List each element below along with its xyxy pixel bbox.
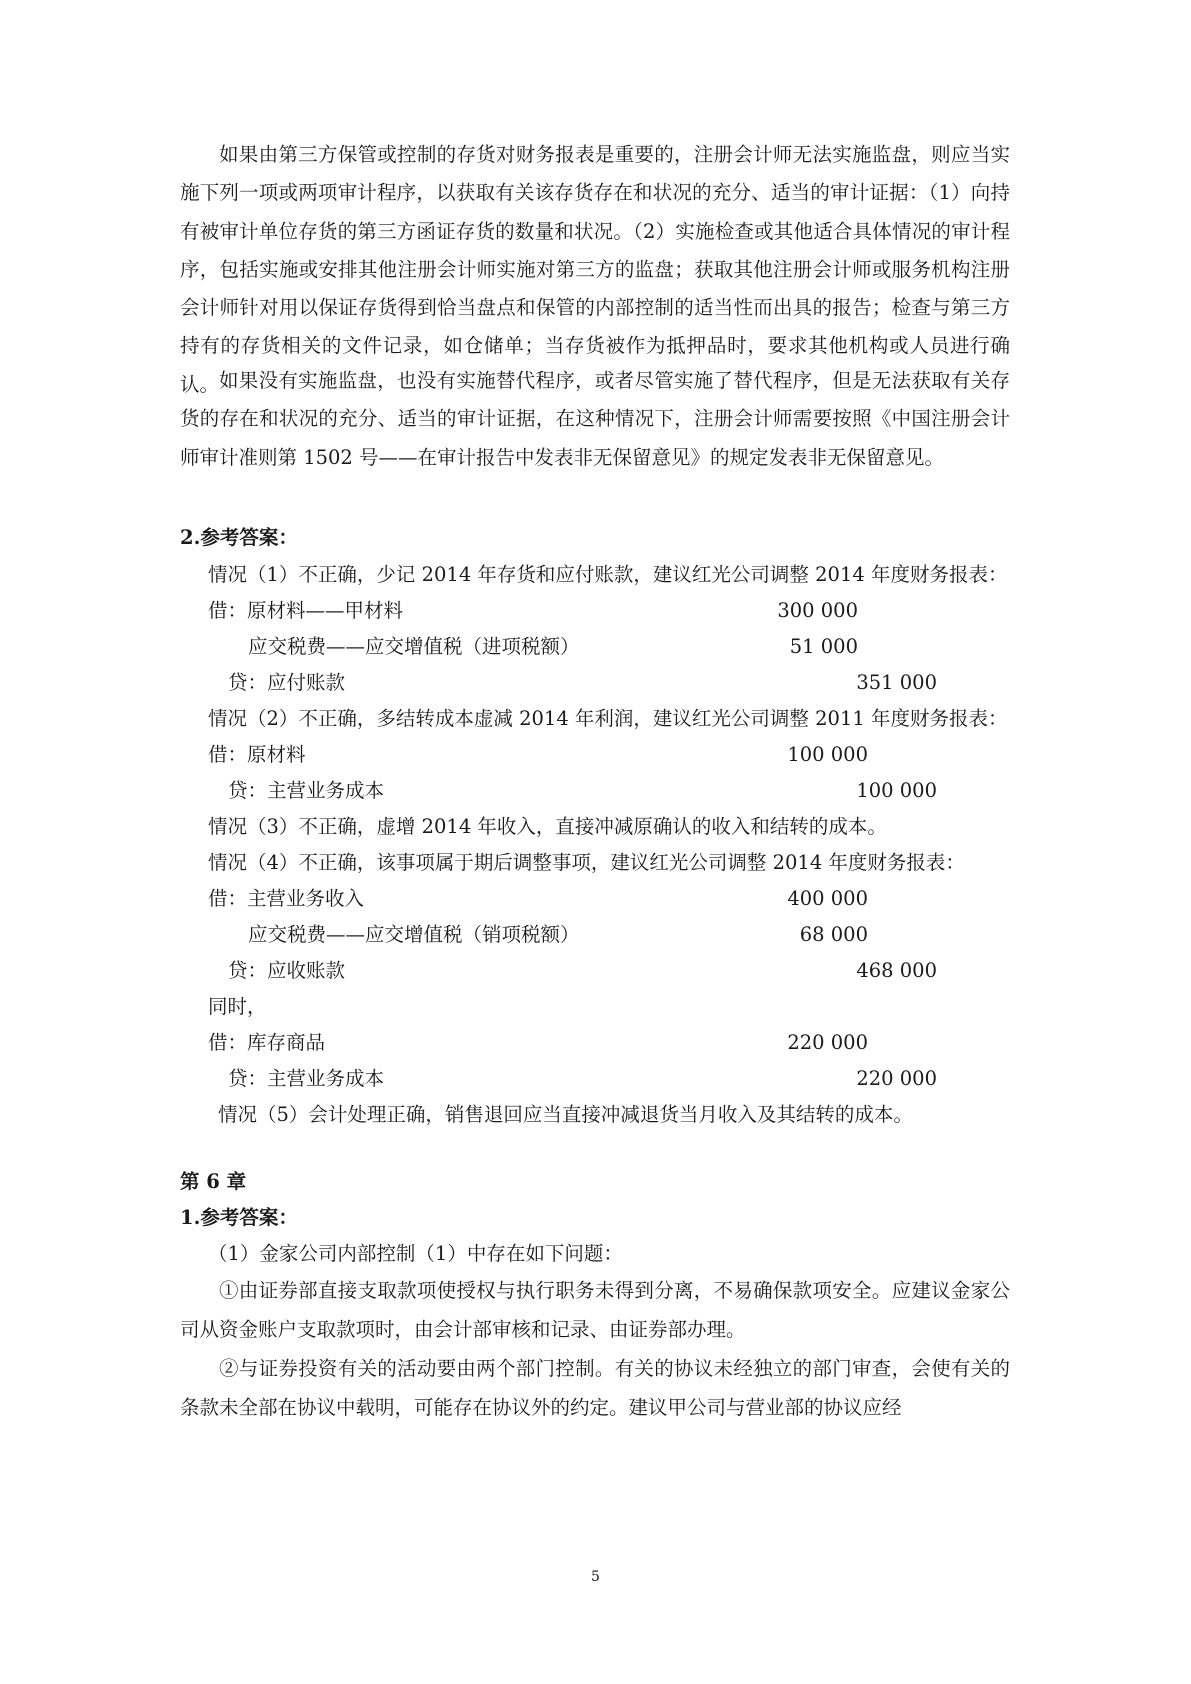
entry-4-debit-1-amount: 400 000 [787, 887, 868, 910]
paragraph-no-observation: 如果没有实施监盘，也没有实施替代程序，或者尽管实施了替代程序，但是无法获取有关存货的存在和状况的充分、适当的审计证据，在这种情况下，注册会计师需要按照《中国注册会计师审计准则第 1502 号——在审计报告中发表非无保留意见》的规定发表非无保留意见。 [180, 369, 1010, 469]
case-4-text: 情况（4）不正确，该事项属于期后调整事项，建议红光公司调整 2014 年度财务报表： [208, 851, 965, 874]
entry-4-debit-2-amount: 68 000 [799, 923, 868, 946]
case-1-text: 情况（1）不正确，少记 2014 年存货和应付账款，建议红光公司调整 2014 年度财务报表： [208, 563, 1008, 586]
case-5-text: 情况（5）会计处理正确，销售退回应当直接冲减退货当月收入及其结转的成本。 [218, 1103, 913, 1126]
entry-4-debit-1: 借：主营业务收入 [208, 887, 365, 910]
entry-5-credit: 贷：主营业务成本 [228, 1067, 385, 1090]
case-2-text: 情况（2）不正确，多结转成本虚减 2014 年利润，建议红光公司调整 2011 年度财务报表： [208, 707, 1008, 730]
entry-2-credit: 贷：主营业务成本 [228, 779, 385, 802]
entry-5-debit: 借：库存商品 [208, 1031, 326, 1054]
chapter-6-item-2: ②与证券投资有关的活动要由两个部门控制。有关的协议未经独立的部门审查，会使有关的条款未全部在协议中载明，可能存在协议外的约定。建议甲公司与营业部的协议应经 [180, 1357, 1010, 1419]
answer-2-heading: 2.参考答案： [180, 526, 298, 549]
entry-2-debit-amount: 100 000 [787, 743, 868, 766]
chapter-6-heading: 第 6 章 [180, 1170, 247, 1193]
entry-4-credit-amount: 468 000 [856, 959, 937, 982]
entry-4-credit: 贷：应收账款 [228, 959, 346, 982]
case-3-text: 情况（3）不正确，虚增 2014 年收入，直接冲减原确认的收入和结转的成本。 [208, 815, 887, 838]
entry-1-credit: 贷：应付账款 [228, 671, 346, 694]
entry-1-debit-1: 借：原材料——甲材料 [208, 599, 404, 622]
entry-5-debit-amount: 220 000 [787, 1031, 868, 1054]
chapter-6-item-1: ①由证券部直接支取款项使授权与执行职务未得到分离，不易确保款项安全。应建议金家公司从资金账户支取款项时，由会计部审核和记录、由证券部办理。 [180, 1279, 1010, 1341]
entry-1-debit-2-amount: 51 000 [789, 635, 858, 658]
entry-4-debit-2: 应交税费——应交增值税（销项税额） [248, 923, 580, 946]
entry-5-credit-amount: 220 000 [856, 1067, 937, 1090]
chapter-6-intro: （1）金家公司内部控制（1）中存在如下问题： [208, 1242, 623, 1265]
chapter-6-answer-heading: 1.参考答案： [180, 1206, 298, 1229]
entry-1-credit-amount: 351 000 [856, 671, 937, 694]
page-number: 5 [591, 1569, 600, 1585]
paragraph-third-party-inventory: 如果由第三方保管或控制的存货对财务报表是重要的，注册会计师无法实施监盘，则应当实施下列一项或两项审计程序，以获取有关该存货存在和状况的充分、适当的审计证据：（1）向持有被审计单位存货的第三方函证存货的数量和状况。（2）实施检查或其他适合具体情况的审计程序，包括实施或安排其他注册会计师实施对第三方的监盘；获取其他注册会计师或服务机构注册会计师针对用以保证存货得到恰当盘点和保管的内部控制的适当性而出具的报告；检查与第三方持有的存货相关的文件记录，如仓储单；当存货被作为抵押品时，要求其他机构或人员进行确认。 [180, 143, 1010, 396]
simultaneously-label: 同时， [208, 995, 267, 1018]
entry-2-debit: 借：原材料 [208, 743, 306, 766]
entry-2-credit-amount: 100 000 [856, 779, 937, 802]
entry-1-debit-1-amount: 300 000 [777, 599, 858, 622]
entry-1-debit-2: 应交税费——应交增值税（进项税额） [248, 635, 580, 658]
